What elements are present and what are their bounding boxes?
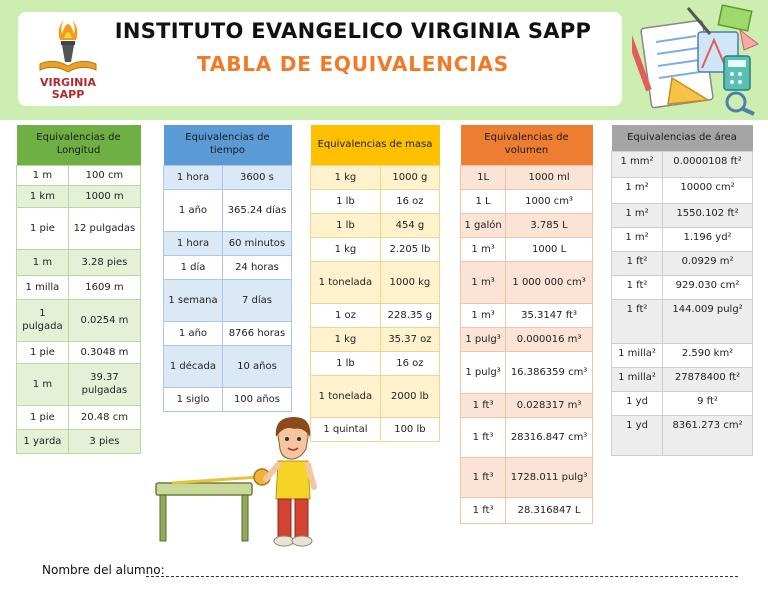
table-cell: 1 pie xyxy=(17,207,69,249)
table-cell: 1 milla xyxy=(17,275,69,299)
table-cell: 1 pie xyxy=(17,405,69,429)
table-cell: 1 pulgada xyxy=(17,299,69,341)
table-cell: 0.000016 m³ xyxy=(506,327,593,351)
table-cell: 1 kg xyxy=(311,237,381,261)
svg-text:SAPP: SAPP xyxy=(51,88,85,101)
table-cell: 1000 g xyxy=(380,165,439,189)
table-cell: 1 milla² xyxy=(612,343,663,367)
tiempo-header: Equivalencias de tiempo xyxy=(164,125,292,165)
table-cell: 1000 cm³ xyxy=(506,189,593,213)
table-cell: 1550.102 ft² xyxy=(663,203,753,227)
table-cell: 1 pulg³ xyxy=(461,351,506,393)
table-cell: 1 ft³ xyxy=(461,393,506,417)
table-cell: 1 m² xyxy=(612,177,663,203)
table-cell: 8766 horas xyxy=(222,321,291,345)
table-cell: 1 tonelada xyxy=(311,261,381,303)
table-cell: 1 km xyxy=(17,185,69,207)
table-cell: 929.030 cm² xyxy=(663,275,753,299)
table-cell: 1 tonelada xyxy=(311,375,381,417)
table-cell: 1 m xyxy=(17,165,69,185)
table-cell: 1 m³ xyxy=(461,303,506,327)
table-cell: 1 oz xyxy=(311,303,381,327)
table-cell: 1 hora xyxy=(164,165,223,189)
table-cell: 1 ft² xyxy=(612,251,663,275)
table-cell: 1 ft³ xyxy=(461,417,506,457)
table-cell: 24 horas xyxy=(222,255,291,279)
table-cell: 1 siglo xyxy=(164,387,223,411)
table-cell: 1 L xyxy=(461,189,506,213)
table-cell: 7 días xyxy=(222,279,291,321)
table-cell: 1 m xyxy=(17,363,69,405)
table-cell: 20.48 cm xyxy=(68,405,140,429)
table-cell: 28316.847 cm³ xyxy=(506,417,593,457)
table-cell: 27878400 ft² xyxy=(663,367,753,391)
table-cell: 1 día xyxy=(164,255,223,279)
table-cell: 1 lb xyxy=(311,189,381,213)
table-cell: 1 galón xyxy=(461,213,506,237)
table-cell: 1 década xyxy=(164,345,223,387)
school-name: INSTITUTO EVANGELICO VIRGINIA SAPP xyxy=(114,19,592,43)
tiempo-table xyxy=(163,125,292,412)
table-cell: 1 lb xyxy=(311,351,381,375)
table-cell: 454 g xyxy=(380,213,439,237)
table-cell: 35.3147 ft³ xyxy=(506,303,593,327)
table-cell: 1 ft² xyxy=(612,299,663,343)
table-cell: 16 oz xyxy=(380,351,439,375)
page-title: TABLA DE EQUIVALENCIAS xyxy=(197,52,509,76)
area-table xyxy=(611,125,753,456)
table-cell: 0.3048 m xyxy=(68,341,140,363)
table-cell: 2000 lb xyxy=(380,375,439,417)
table-cell: 1000 L xyxy=(506,237,593,261)
table-cell: 100 cm xyxy=(68,165,140,185)
table-cell: 1 m² xyxy=(612,227,663,251)
table-cell: 1 m² xyxy=(612,203,663,227)
table-cell: 1 ft³ xyxy=(461,497,506,523)
table-cell: 3600 s xyxy=(222,165,291,189)
table-cell: 0.0929 m² xyxy=(663,251,753,275)
table-cell: 100 lb xyxy=(380,417,439,441)
boy-measuring-table-illustration xyxy=(150,415,320,550)
table-cell: 0.0000108 ft² xyxy=(663,151,753,177)
table-cell: 1 kg xyxy=(311,327,381,351)
school-supplies-illustration xyxy=(632,4,760,116)
table-cell: 10 años xyxy=(222,345,291,387)
table-cell: 3.785 L xyxy=(506,213,593,237)
table-cell: 1.196 yd² xyxy=(663,227,753,251)
volumen-header: Equivalencias de volumen xyxy=(461,125,593,165)
table-cell: 1 m xyxy=(17,249,69,275)
table-cell: 2.590 km² xyxy=(663,343,753,367)
table-cell: 1609 m xyxy=(68,275,140,299)
table-cell: 365.24 días xyxy=(222,189,291,231)
table-cell: 1728.011 pulg³ xyxy=(506,457,593,497)
longitud-header: Equivalencias de Longitud xyxy=(17,125,141,165)
table-cell: 228.35 g xyxy=(380,303,439,327)
table-cell: 1 pie xyxy=(17,341,69,363)
table-cell: 144.009 pulg² xyxy=(663,299,753,343)
table-cell: 9 ft² xyxy=(663,391,753,415)
table-cell: 0.028317 m³ xyxy=(506,393,593,417)
table-cell: 1000 ml xyxy=(506,165,593,189)
table-cell: 1 m³ xyxy=(461,261,506,303)
table-cell: 1L xyxy=(461,165,506,189)
table-cell: 1 año xyxy=(164,189,223,231)
table-cell: 1000 m xyxy=(68,185,140,207)
table-cell: 1 m³ xyxy=(461,237,506,261)
table-cell: 1 yd xyxy=(612,415,663,455)
table-cell: 100 años xyxy=(222,387,291,411)
table-cell: 0.0254 m xyxy=(68,299,140,341)
school-logo-icon xyxy=(32,14,104,102)
table-cell: 1000 kg xyxy=(380,261,439,303)
student-name-label: Nombre del alumno: xyxy=(42,563,165,577)
table-cell: 16 oz xyxy=(380,189,439,213)
volumen-table xyxy=(460,125,593,524)
longitud-table xyxy=(16,125,141,454)
table-cell: 1 milla² xyxy=(612,367,663,391)
table-cell: 28.316847 L xyxy=(506,497,593,523)
table-cell: 60 minutos xyxy=(222,231,291,255)
table-cell: 10000 cm² xyxy=(663,177,753,203)
table-cell: 3 pies xyxy=(68,429,140,453)
table-cell: 1 kg xyxy=(311,165,381,189)
masa-table xyxy=(310,125,440,442)
table-cell: 1 000 000 cm³ xyxy=(506,261,593,303)
table-cell: 1 ft³ xyxy=(461,457,506,497)
table-cell: 1 yd xyxy=(612,391,663,415)
table-cell: 1 lb xyxy=(311,213,381,237)
table-cell: 1 pulg³ xyxy=(461,327,506,351)
table-cell: 3.28 pies xyxy=(68,249,140,275)
table-cell: 8361.273 cm² xyxy=(663,415,753,455)
table-cell: 1 año xyxy=(164,321,223,345)
table-cell: 1 semana xyxy=(164,279,223,321)
table-cell: 1 ft² xyxy=(612,275,663,299)
table-cell: 1 hora xyxy=(164,231,223,255)
table-cell: 2.205 lb xyxy=(380,237,439,261)
table-cell: 1 mm² xyxy=(612,151,663,177)
table-cell: 16.386359 cm³ xyxy=(506,351,593,393)
table-cell: 1 quintal xyxy=(311,417,381,441)
student-name-field[interactable] xyxy=(146,576,738,577)
table-cell: 35.37 oz xyxy=(380,327,439,351)
masa-header: Equivalencias de masa xyxy=(311,125,440,165)
table-cell: 39.37 pulgadas xyxy=(68,363,140,405)
svg-text:VIRGINIA: VIRGINIA xyxy=(39,76,97,89)
table-cell: 12 pulgadas xyxy=(68,207,140,249)
table-cell: 1 yarda xyxy=(17,429,69,453)
area-header: Equivalencias de área xyxy=(612,125,753,151)
